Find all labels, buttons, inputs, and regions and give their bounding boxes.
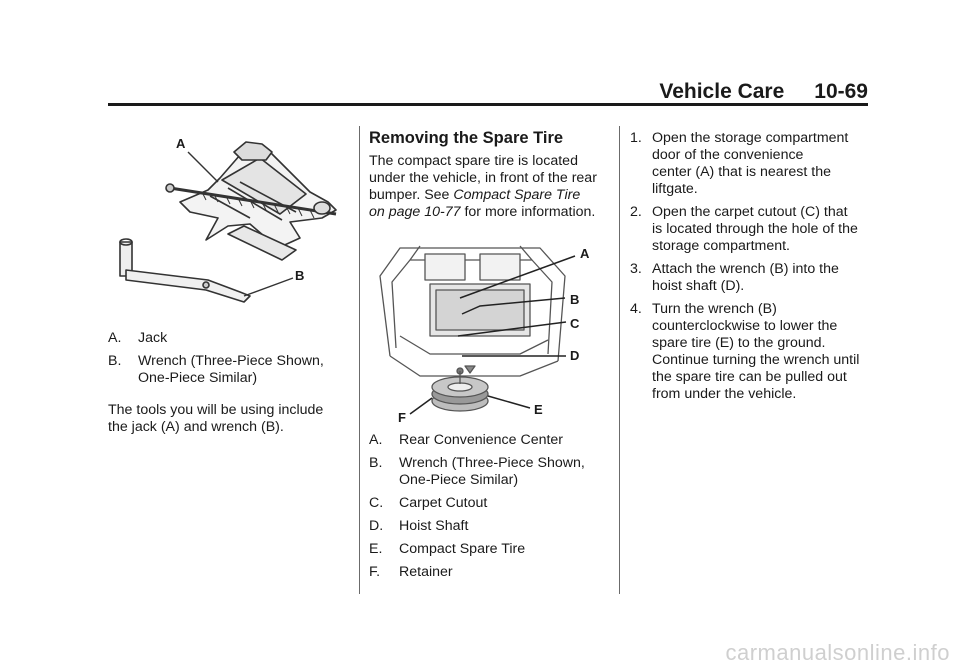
legend-item: A. Rear Convenience Center	[369, 432, 564, 448]
step-item: 3. Attach the wrench (B) into the hoist shaft (D).	[630, 261, 839, 294]
figure-label-e: E	[534, 402, 543, 417]
column-divider-right	[619, 126, 620, 594]
column-divider-left	[359, 126, 360, 594]
tools-note: The tools you will be using include the jack (A) and wrench (B).	[108, 402, 324, 435]
figure-label-f: F	[398, 410, 406, 425]
legend-item: B. Wrench (Three-Piece Shown, One-Piece Similar)	[369, 455, 585, 488]
legend-item: D. Hoist Shaft	[369, 518, 469, 534]
middle-column	[369, 130, 614, 221]
figure-label-c: C	[570, 316, 580, 331]
figure-label-b: B	[295, 268, 305, 283]
left-column	[108, 330, 348, 436]
jack-wrench-illustration	[110, 130, 350, 305]
cross-reference-link[interactable]: Compact Spare Tire	[453, 187, 581, 203]
step-item: 1. Open the storage compartment door of the convenience center (A) that is nearest the liftgate.	[630, 130, 849, 197]
cargo-area-illustration	[370, 236, 600, 431]
watermark: carmanualsonline.info	[725, 640, 950, 665]
middle-legend	[369, 432, 614, 581]
right-column	[630, 130, 875, 403]
legend-item: B. Wrench (Three-Piece Shown, One-Piece Similar)	[108, 353, 324, 386]
page-header	[0, 80, 868, 104]
figure-label-a: A	[176, 136, 186, 151]
legend-item: C. Carpet Cutout	[369, 495, 488, 511]
figure-label-a: A	[580, 246, 590, 261]
section-title: Vehicle Care	[659, 80, 785, 103]
figure-label-b: B	[570, 292, 580, 307]
page-number: 10-69	[814, 80, 868, 103]
section-heading: Removing the Spare Tire	[369, 129, 564, 147]
legend-item: F. Retainer	[369, 564, 453, 580]
step-item: 2. Open the carpet cutout (C) that is located through the hole of the storage compartment.	[630, 204, 858, 254]
header-rule	[108, 103, 868, 106]
legend-item: A. Jack	[108, 330, 168, 346]
cross-reference-page[interactable]: on page 10-77	[369, 204, 461, 220]
intro-paragraph: The compact spare tire is located under the vehicle, in front of the rear bumper. See Compact Spare Tire on page 10-77 for more information.	[369, 153, 597, 220]
step-item: 4. Turn the wrench (B) counterclockwise to lower the spare tire (E) to the ground. Continue turning the wrench until the spare tire can be pulled out from under the vehicle.	[630, 301, 860, 402]
legend-item: E. Compact Spare Tire	[369, 541, 526, 557]
figure-label-d: D	[570, 348, 580, 363]
